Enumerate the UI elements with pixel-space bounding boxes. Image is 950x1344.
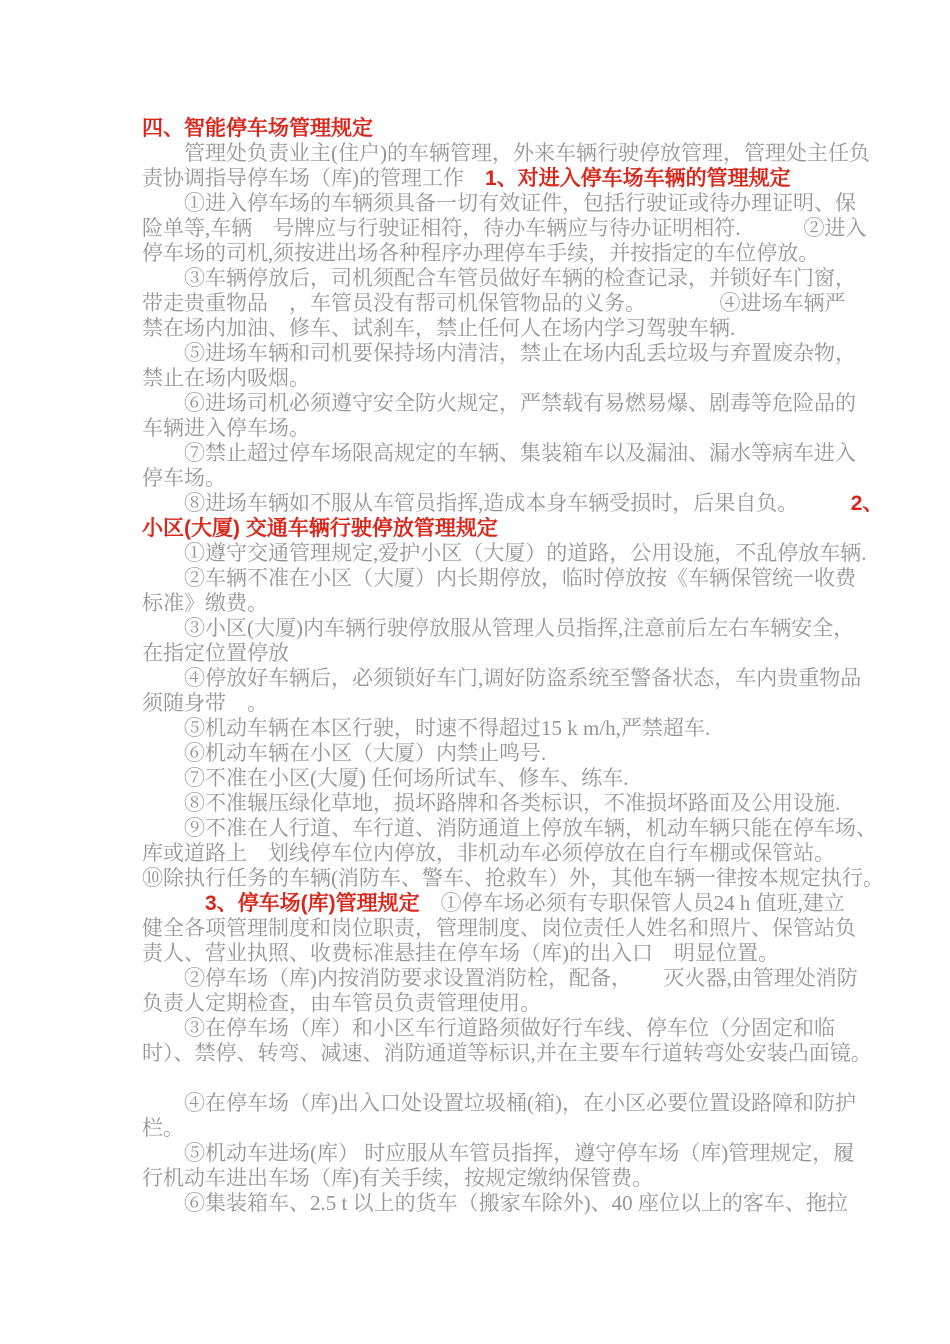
body-text: 在指定位置停放 [142, 641, 289, 665]
text-line [142, 366, 842, 391]
body-text: 停车场。 [142, 466, 226, 490]
text-line [142, 1116, 842, 1141]
section-heading-text: 3、停车场(库)管理规定 [142, 892, 420, 915]
body-text: 带走贵重物品 ，车管员没有帮司机保管物品的义务。 ④进场车辆严 [142, 291, 846, 315]
body-text: 禁在场内加油、修车、试刹车，禁止任何人在场内学习驾驶车辆. [142, 316, 736, 340]
text-line [142, 1091, 856, 1116]
text-line [142, 1016, 842, 1041]
body-text: 责协调指导停车场（库)的管理工作 [142, 166, 485, 190]
text-line [142, 791, 842, 816]
body-text: ⑨不准在人行道、车行道、消防通道上停放车辆，机动车辆只能在停车场、 [142, 816, 877, 840]
text-line [142, 841, 842, 866]
body-text: ⑩除执行任务的车辆(消防车、警车、抢救车）外，其他车辆一律按本规定执行。 [142, 866, 884, 890]
text-line [142, 116, 842, 141]
body-text: ③在停车场（库）和小区车行道路须做好行车线、停车位（分固定和临 [142, 1016, 835, 1040]
text-line [142, 891, 845, 916]
text-line [142, 541, 867, 566]
text-line [142, 291, 846, 316]
text-line [142, 591, 842, 616]
body-text: ②停车场（库)内按消防要求设置消防栓，配备， 灭火器,由管理处消防 [142, 966, 858, 990]
text-line [142, 666, 862, 691]
body-text: ⑧不准辗压绿化草地，损坏路牌和各类标识，不准损坏路面及公用设施. [142, 791, 841, 815]
body-text: 健全各项管理制度和岗位职责，管理制度、岗位责任人姓名和照片、保管站负 [142, 916, 856, 940]
text-line [142, 1166, 842, 1191]
text-line [142, 566, 856, 591]
text-line [142, 166, 842, 191]
text-line [142, 966, 858, 991]
section-heading-text: 四、智能停车场管理规定 [142, 117, 373, 140]
text-line [142, 316, 842, 341]
text-line [142, 216, 867, 241]
text-line [142, 516, 842, 541]
body-text: ⑥进场司机必须遵守安全防火规定，严禁载有易燃易爆、剧毒等危险品的 [142, 391, 856, 415]
body-text: ⑧进场车辆如不服从车管员指挥,造成本身车辆受损时，后果自负。 [142, 491, 851, 515]
body-text: ①停车场必须有专职保管人员24 h 值班,建立 [419, 891, 845, 915]
body-text: ⑥机动车辆在小区（大厦）内禁止鸣号. [142, 741, 547, 765]
text-line [142, 691, 842, 716]
body-text: 时）、禁停、转弯、减速、消防通道等标识,并在主要车行道转弯处安装凸面镜。 [142, 1041, 872, 1065]
body-text: 车辆进入停车场。 [142, 416, 310, 440]
body-text: 标准》缴费。 [142, 591, 268, 615]
body-text: ①进入停车场的车辆须具备一切有效证件，包括行驶证或待办理证明、保 [142, 191, 856, 215]
text-line [142, 416, 842, 441]
section-heading-text: 1、对进入停车场车辆的管理规定 [485, 167, 791, 190]
text-line [142, 141, 870, 166]
text-line [142, 191, 856, 216]
text-line [142, 441, 856, 466]
text-line [142, 716, 842, 741]
body-text: ②车辆不准在小区（大厦）内长期停放，临时停放按《车辆保管统一收费 [142, 566, 856, 590]
blank-line [142, 1066, 842, 1091]
text-line [142, 266, 856, 291]
body-text: 禁止在场内吸烟。 [142, 366, 310, 390]
body-text: ④停放好车辆后，必须锁好车门,调好防盗系统至警备状态，车内贵重物品 [142, 666, 862, 690]
text-line [142, 241, 842, 266]
body-text: ③车辆停放后，司机须配合车管员做好车辆的检查记录，并锁好车门窗， [142, 266, 856, 290]
body-text: ①遵守交通管理规定,爱护小区（大厦）的道路，公用设施，不乱停放车辆. [142, 541, 867, 565]
document-body [142, 116, 884, 1216]
body-text: ⑥集装箱车、2.5 t 以上的货车（搬家车除外)、40 座位以上的客车、拖拉 [142, 1191, 848, 1215]
body-text: 负责人定期检查，由车管员负责管理使用。 [142, 991, 541, 1015]
text-line [142, 1141, 855, 1166]
section-heading-text: 2、 [850, 492, 884, 515]
text-line [142, 466, 842, 491]
body-text: 须随身带 。 [142, 691, 268, 715]
body-text: 库或道路上 划线停车位内停放，非机动车必须停放在自行车棚或保管站。 [142, 841, 835, 865]
text-line [142, 866, 884, 891]
body-text: 管理处负责业主(住户)的车辆管理，外来车辆行驶停放管理，管理处主任负 [142, 141, 870, 165]
text-line [142, 391, 856, 416]
text-line [142, 941, 842, 966]
body-text: ⑤机动车进场(库） 时应服从车管员指挥，遵守停车场（库)管理规定，履 [142, 1141, 855, 1165]
body-text: ⑦不准在小区(大厦) 任何场所试车、修车、练车. [142, 766, 629, 790]
body-text: ⑤机动车辆在本区行驶，时速不得超过15 k m/h,严禁超车. [142, 716, 711, 740]
text-line [142, 491, 884, 516]
body-text: 责人、营业执照、收费标准悬挂在停车场（库)的出入口 明显位置。 [142, 941, 779, 965]
body-text: 停车场的司机,须按进出场各种程序办理停车手续，并按指定的车位停放。 [142, 241, 820, 265]
text-line [142, 641, 842, 666]
body-text: ③小区(大厦)内车辆行驶停放服从管理人员指挥,注意前后左右车辆安全， [142, 616, 855, 640]
text-line [142, 991, 842, 1016]
body-text: 险单等,车辆 号牌应与行驶证相符，待办车辆应与待办证明相符. ②进入 [142, 216, 867, 240]
body-text: ④在停车场（库)出入口处设置垃圾桶(箱)，在小区必要位置设路障和防护 [142, 1091, 856, 1115]
text-line [142, 616, 855, 641]
text-line [142, 341, 856, 366]
body-text: ⑤进场车辆和司机要保持场内清洁，禁止在场内乱丢垃圾与弃置废杂物， [142, 341, 856, 365]
body-text: ⑦禁止超过停车场限高规定的车辆、集装箱车以及漏油、漏水等病车进入 [142, 441, 856, 465]
body-text: 栏。 [142, 1116, 184, 1140]
text-line [142, 741, 842, 766]
text-line [142, 1191, 848, 1216]
section-heading-text: 小区(大厦) 交通车辆行驶停放管理规定 [142, 517, 498, 540]
body-text: 行机动车进出车场（库)有关手续，按规定缴纳保管费。 [142, 1166, 653, 1190]
text-line [142, 1041, 872, 1066]
text-line [142, 916, 856, 941]
text-line [142, 816, 877, 841]
text-line [142, 766, 842, 791]
